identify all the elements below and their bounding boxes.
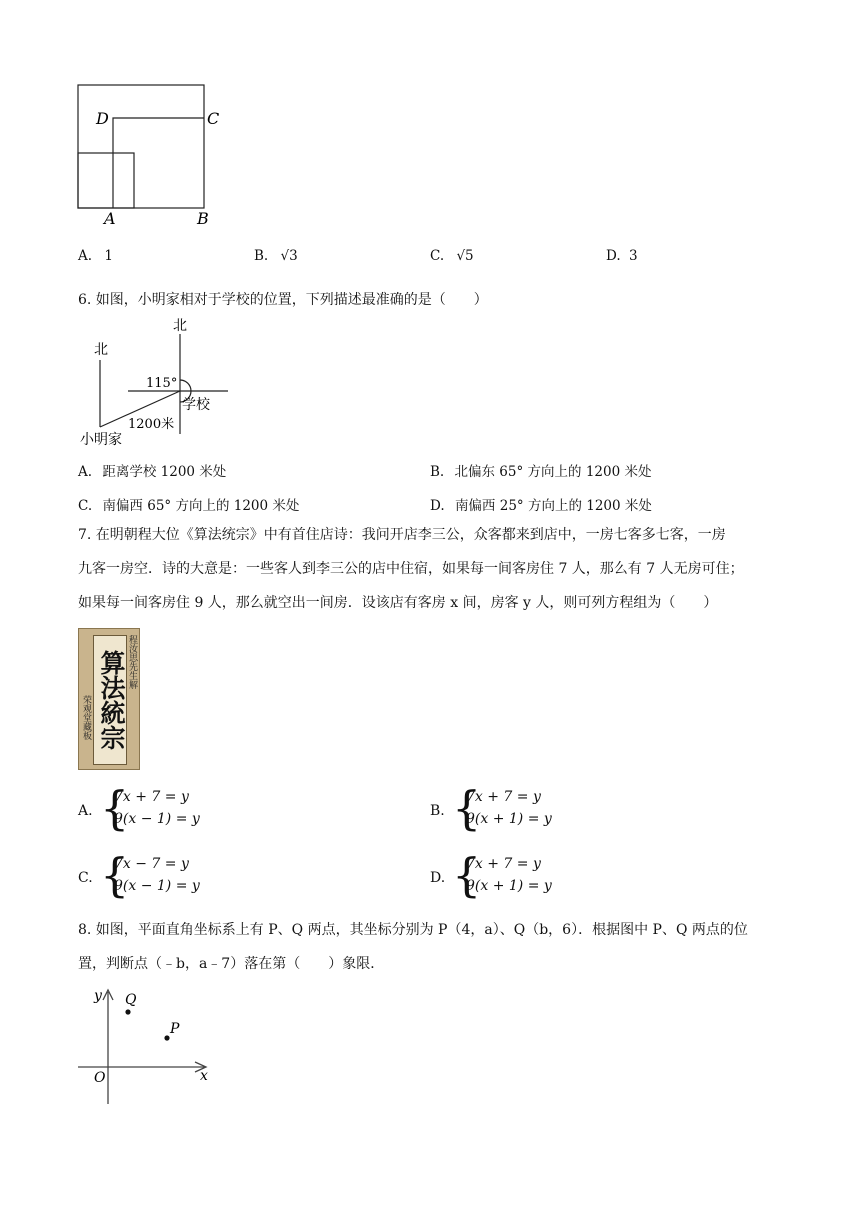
- option-letter: B.: [430, 464, 445, 480]
- p-label: P: [170, 1021, 180, 1037]
- book-side-left: 荣观堂藏板: [81, 695, 91, 740]
- y-axis-label: y: [94, 988, 102, 1004]
- q6-option-a[interactable]: [78, 460, 226, 480]
- option-text: 南偏西 65° 方向上的 1200 米处: [102, 498, 300, 514]
- option-text: 3: [628, 248, 638, 264]
- q7-line-3: 如果每一间客房住 9 人，那么就空出一间房．设该店有客房 x 间，房客 y 人，则可列方程组为（ ）: [78, 595, 718, 611]
- x-axis-label: x: [200, 1068, 208, 1084]
- angle-label: 115°: [146, 376, 178, 391]
- q6-option-b[interactable]: [430, 460, 651, 480]
- label-d: D: [96, 109, 109, 128]
- option-letter: D.: [430, 870, 446, 886]
- q5-option-c[interactable]: [430, 248, 474, 264]
- equation-2: 9(x + 1) = y: [466, 811, 552, 827]
- point-p: [164, 1035, 169, 1040]
- q7-line-1: 7. 在明朝程大位《算法统宗》中有首住店诗：我问开店李三公，众客都来到店中，一房七客多七客，一房: [78, 527, 726, 543]
- q7-line-2: 九客一房空．诗的大意是：一些客人到李三公的店中住宿，如果每一间客房住 7 人，那么有 7 人无房可住；: [78, 561, 744, 577]
- q6-option-c[interactable]: [78, 494, 299, 514]
- q6-question: 6. 如图，小明家相对于学校的位置，下列描述最准确的是（ ）: [78, 292, 488, 308]
- equation-1: 7x + 7 = y: [466, 789, 541, 805]
- q7-option-c[interactable]: [78, 848, 278, 902]
- label-b: B: [197, 209, 209, 228]
- q5-option-a[interactable]: [78, 248, 113, 264]
- q6-direction-figure: [70, 312, 250, 452]
- brace-icon: {: [452, 781, 482, 835]
- equation-2: 9(x − 1) = y: [114, 878, 200, 894]
- point-q: [125, 1009, 130, 1014]
- north-label-right: 北: [173, 318, 187, 334]
- book-title: 算法統宗: [93, 635, 127, 765]
- q7-option-b[interactable]: [430, 781, 630, 835]
- q5-option-d[interactable]: [606, 248, 638, 264]
- option-letter: B.: [254, 248, 269, 264]
- q8-line-2: 置，判断点（﹣b，a﹣7）落在第（ ）象限．: [78, 956, 385, 972]
- brace-icon: {: [100, 848, 130, 902]
- option-text: √3: [280, 248, 298, 264]
- brace-icon: {: [452, 848, 482, 902]
- option-letter: C.: [430, 248, 445, 264]
- equation-1: 7x + 7 = y: [114, 789, 189, 805]
- equation-1: 7x − 7 = y: [114, 856, 189, 872]
- book-cover-image: [78, 628, 140, 770]
- equation-2: 9(x + 1) = y: [466, 878, 552, 894]
- equation-1: 7x + 7 = y: [466, 856, 541, 872]
- option-letter: C.: [78, 870, 93, 886]
- label-a: A: [104, 209, 116, 228]
- option-letter: A.: [78, 803, 93, 819]
- home-label: 小明家: [80, 432, 122, 448]
- option-text: 距离学校 1200 米处: [102, 464, 227, 480]
- option-text: 北偏东 65° 方向上的 1200 米处: [454, 464, 652, 480]
- option-letter: B.: [430, 803, 445, 819]
- q6-option-d[interactable]: [430, 494, 652, 514]
- q7-option-a[interactable]: [78, 781, 278, 835]
- option-letter: A.: [78, 248, 93, 264]
- q7-option-d[interactable]: [430, 848, 630, 902]
- q5-option-b[interactable]: [254, 248, 298, 264]
- option-text: √5: [456, 248, 474, 264]
- option-letter: D.: [430, 498, 445, 514]
- distance-label: 1200米: [128, 417, 175, 432]
- equation-2: 9(x − 1) = y: [114, 811, 200, 827]
- q5-square-figure: [70, 78, 230, 233]
- origin-label: O: [94, 1070, 106, 1086]
- q8-line-1: 8. 如图，平面直角坐标系上有 P、Q 两点，其坐标分别为 P（4，a）、Q（b，6）．根据图中 P、Q 两点的位: [78, 922, 748, 938]
- option-text: 1: [104, 248, 113, 264]
- option-letter: D.: [606, 248, 621, 264]
- north-label-left: 北: [94, 342, 108, 358]
- book-side-right: 程汝思先生解: [127, 635, 137, 689]
- option-letter: C.: [78, 498, 93, 514]
- option-letter: A.: [78, 464, 93, 480]
- option-text: 南偏西 25° 方向上的 1200 米处: [454, 498, 652, 514]
- brace-icon: {: [100, 781, 130, 835]
- school-label: 学校: [182, 397, 210, 413]
- label-c: C: [207, 109, 220, 128]
- q8-coordinate-figure: [70, 982, 220, 1112]
- q-label: Q: [125, 992, 137, 1008]
